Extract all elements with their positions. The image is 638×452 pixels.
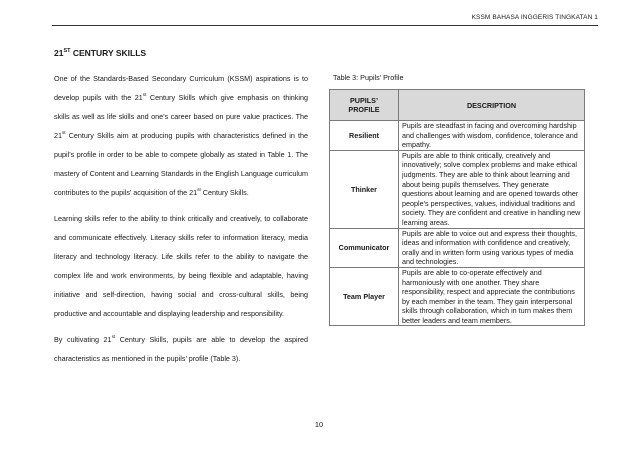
table-caption: Table 3: Pupils’ Profile [333, 73, 404, 82]
table-row [330, 150, 585, 228]
ordinal-superscript: st [111, 334, 116, 339]
body-text-column [54, 69, 308, 368]
table-header-row [330, 90, 585, 121]
pupils-profile-table [329, 89, 585, 326]
ordinal-superscript: st [197, 187, 201, 192]
page-number: 10 [314, 420, 324, 429]
paragraph-text: Century Skills, pupils are able to develop the aspired characteristics as mentioned in the pupils’ profile (Table 3). [54, 335, 309, 363]
trait-cell: Team Player [330, 267, 399, 326]
header-label: PUPILS’ [350, 96, 378, 105]
description-cell: Pupils are able to voice out and express their thoughts, ideas and information with confidence and creatively, orally and in written form using various types of media and technologies. [399, 228, 585, 267]
trait-cell: Resilient [330, 121, 399, 151]
description-cell: Pupils are able to think critically, creatively and innovatively; solve complex problems and make ethical judgments. They are able to think about learning and about being pupils themselves. They generate questions about learning and are opened towards other people’s perspectives, values, individual traditions and society. They are confident and creative in handling new learning areas. [399, 150, 585, 228]
paragraph-3 [54, 330, 308, 368]
ordinal-superscript: st [142, 92, 147, 97]
heading-number: 21 [54, 48, 64, 58]
running-header: KSSM BAHASA INGGERIS TINGKATAN 1 [471, 14, 598, 21]
table-row [330, 267, 585, 326]
paragraph-1 [54, 69, 308, 202]
heading-superscript: ST [63, 48, 71, 54]
paragraph-text: By cultivating 21 [54, 335, 112, 344]
paragraph-text: Century Skills. [200, 188, 249, 197]
paragraph-text: Century Skills aim at producing pupils with characteristics defined in the pupil’s profile in order to be able to compete globally as stated in Table 1. The mastery of Content and Learning Standards in the English Language curriculum contributes to the pupils’ acquisition of the 21 [54, 131, 308, 197]
ordinal-superscript: st [62, 130, 66, 135]
section-heading [54, 48, 146, 58]
header-label: PROFILE [348, 105, 380, 114]
description-cell: Pupils are steadfast in facing and overcoming hardship and challenges with wisdom, confidence, tolerance and empathy. [399, 121, 585, 151]
paragraph-text: Century Skills which give emphasis on thinking skills as well as life skills and one’s career based on pure value practices. The 21 [54, 93, 308, 140]
paragraph-2: Learning skills refer to the ability to think critically and creatively, to collaborate and communicate effectively. Literacy skills refer to information literacy, media literacy and technology literacy. Life skills refer to the ability to navigate the complex life and work environments, by being flexible and adaptable, having initiative and self-direction, having social and cross-cultural skills, being productive and accountable and displaying leadership and responsibility. [54, 214, 308, 318]
column-header-description: DESCRIPTION [399, 90, 585, 121]
table-row [330, 228, 585, 267]
trait-cell: Thinker [330, 150, 399, 228]
column-header-profile [330, 90, 399, 121]
description-cell: Pupils are able to co-operate effectively and harmoniously with one another. They share responsibility, respect and appreciate the contributions by each member in the team. They gain interpersonal skills through collaboration, which in turn makes them better leaders and team members. [399, 267, 585, 326]
header-divider [52, 25, 598, 26]
table-row [330, 121, 585, 151]
heading-text: CENTURY SKILLS [70, 48, 147, 58]
trait-cell: Communicator [330, 228, 399, 267]
paragraph-text: One of the Standards-Based Secondary Curriculum (KSSM) aspirations is to develop pupils with the 21 [54, 74, 308, 102]
